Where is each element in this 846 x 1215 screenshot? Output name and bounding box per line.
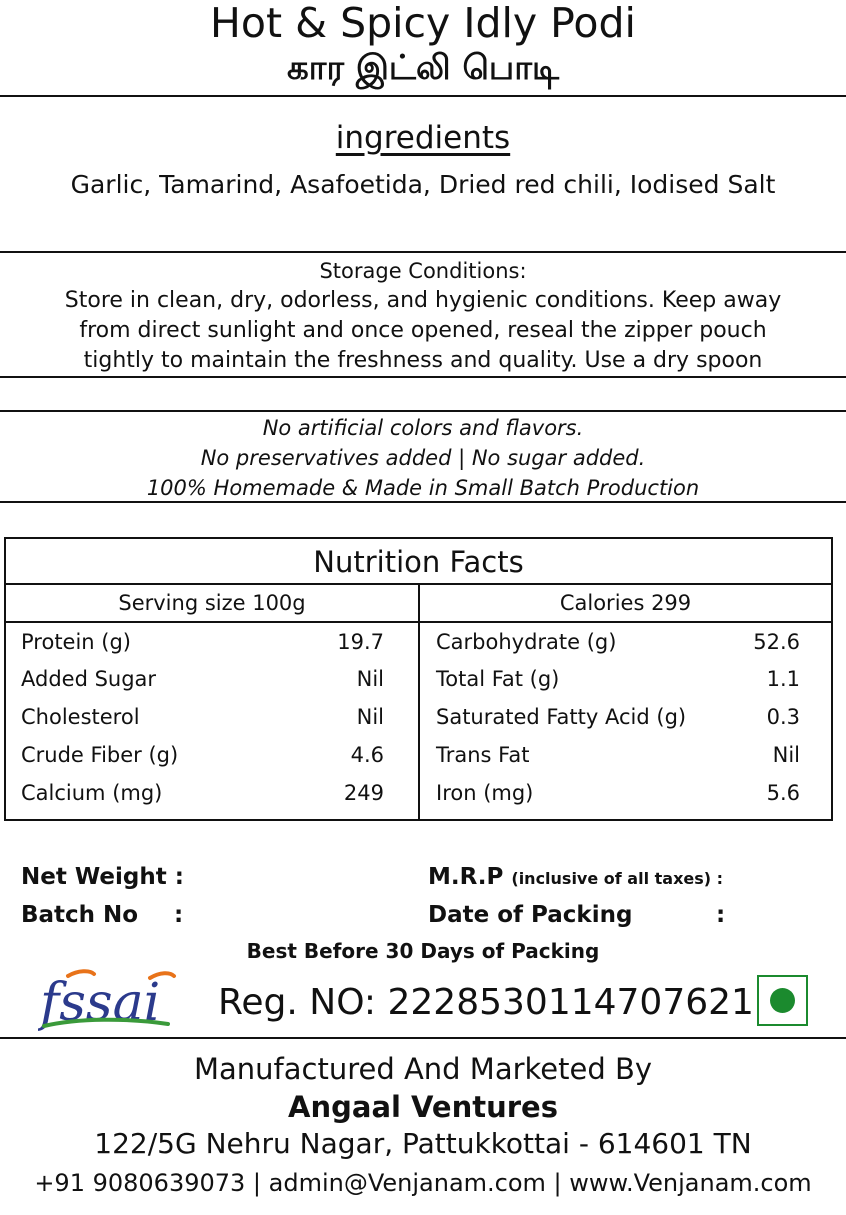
fssai-registration-number: Reg. NO: 22285301147076​21 [218, 982, 754, 1023]
company-address: 122/5G Nehru Nagar, Pattukkottai - 614601 TN [94, 1127, 752, 1160]
product-tamil-title: கார இட்லி பொடி [286, 48, 560, 88]
ingredients-heading: ingredients [335, 120, 511, 156]
storage-heading: Storage Conditions: [319, 259, 527, 283]
nutrient-label: Added Sugar [21, 667, 157, 691]
nutrient-value: 249 [343, 781, 384, 805]
nutrient-value: 1.1 [766, 667, 800, 691]
nutrient-value: 52.6 [753, 630, 800, 654]
nutrient-value: 5.6 [766, 781, 800, 805]
veg-symbol-icon [757, 975, 808, 1026]
date-of-packing-label: Date of Packing [428, 902, 633, 928]
manufactured-by: Manufactured And Marketed By [193, 1052, 653, 1086]
claim-line: No preservatives added | No sugar added. [200, 446, 646, 470]
net-weight-label: Net Weight : [21, 864, 184, 890]
serving-size: Serving size 100g [118, 591, 306, 615]
divider [0, 501, 846, 503]
veg-dot [770, 988, 795, 1013]
claim-line: 100% Homemade & Made in Small Batch Production [146, 476, 700, 500]
divider [0, 410, 846, 412]
date-of-packing-colon: : [716, 902, 726, 928]
fssai-logo [38, 968, 178, 1034]
storage-line: from direct sunlight and once opened, reseal the zipper pouch [79, 318, 767, 343]
nutrient-value: 19.7 [337, 630, 384, 654]
company-contact: +91 9080639073 | admin@Venjanam.com | www.Venjanam.com [34, 1169, 812, 1197]
nutrient-value: Nil [772, 743, 800, 767]
nutrient-label: Protein (g) [21, 630, 132, 654]
mrp-text: M.R.P [428, 864, 504, 890]
nutrient-label: Iron (mg) [436, 781, 534, 805]
nutrient-label: Trans Fat [436, 743, 530, 767]
company-name: Angaal Ventures [288, 1090, 558, 1124]
claim-line: No artificial colors and flavors. [262, 416, 584, 440]
table-column-divider [418, 585, 420, 821]
batch-no-label: Batch No [21, 902, 139, 928]
nutrient-label: Carbohydrate (g) [436, 630, 617, 654]
nutrient-label: Calcium (mg) [21, 781, 163, 805]
ingredients-text: Garlic, Tamarind, Asafoetida, Dried red chili, Iodised Salt [70, 170, 776, 199]
divider [0, 251, 846, 253]
nutrient-label: Total Fat (g) [436, 667, 560, 691]
calories: Calories 299 [559, 591, 692, 615]
nutrient-value: 4.6 [350, 743, 384, 767]
divider [0, 1037, 846, 1039]
divider [0, 95, 846, 97]
storage-line: Store in clean, dry, odorless, and hygienic conditions. Keep away [64, 288, 782, 313]
storage-line: tightly to maintain the freshness and quality. Use a dry spoon [83, 348, 763, 373]
nutrient-value: 0.3 [766, 705, 800, 729]
nutrient-label: Cholesterol [21, 705, 140, 729]
mrp-note: (inclusive of all taxes) : [511, 869, 724, 888]
product-title: Hot & Spicy Idly Podi [210, 0, 636, 47]
svg-text:fssai: fssai [40, 973, 161, 1033]
mrp-label [428, 861, 723, 895]
best-before: Best Before 30 Days of Packing [246, 939, 600, 963]
nutrient-value: Nil [356, 667, 384, 691]
nutrient-label: Saturated Fatty Acid (g) [436, 705, 687, 729]
nutrition-title: Nutrition Facts [313, 545, 524, 579]
nutrient-label: Crude Fiber (g) [21, 743, 179, 767]
divider [0, 376, 846, 378]
nutrition-facts-table [4, 537, 833, 821]
batch-no-colon: : [174, 902, 184, 928]
nutrient-value: Nil [356, 705, 384, 729]
